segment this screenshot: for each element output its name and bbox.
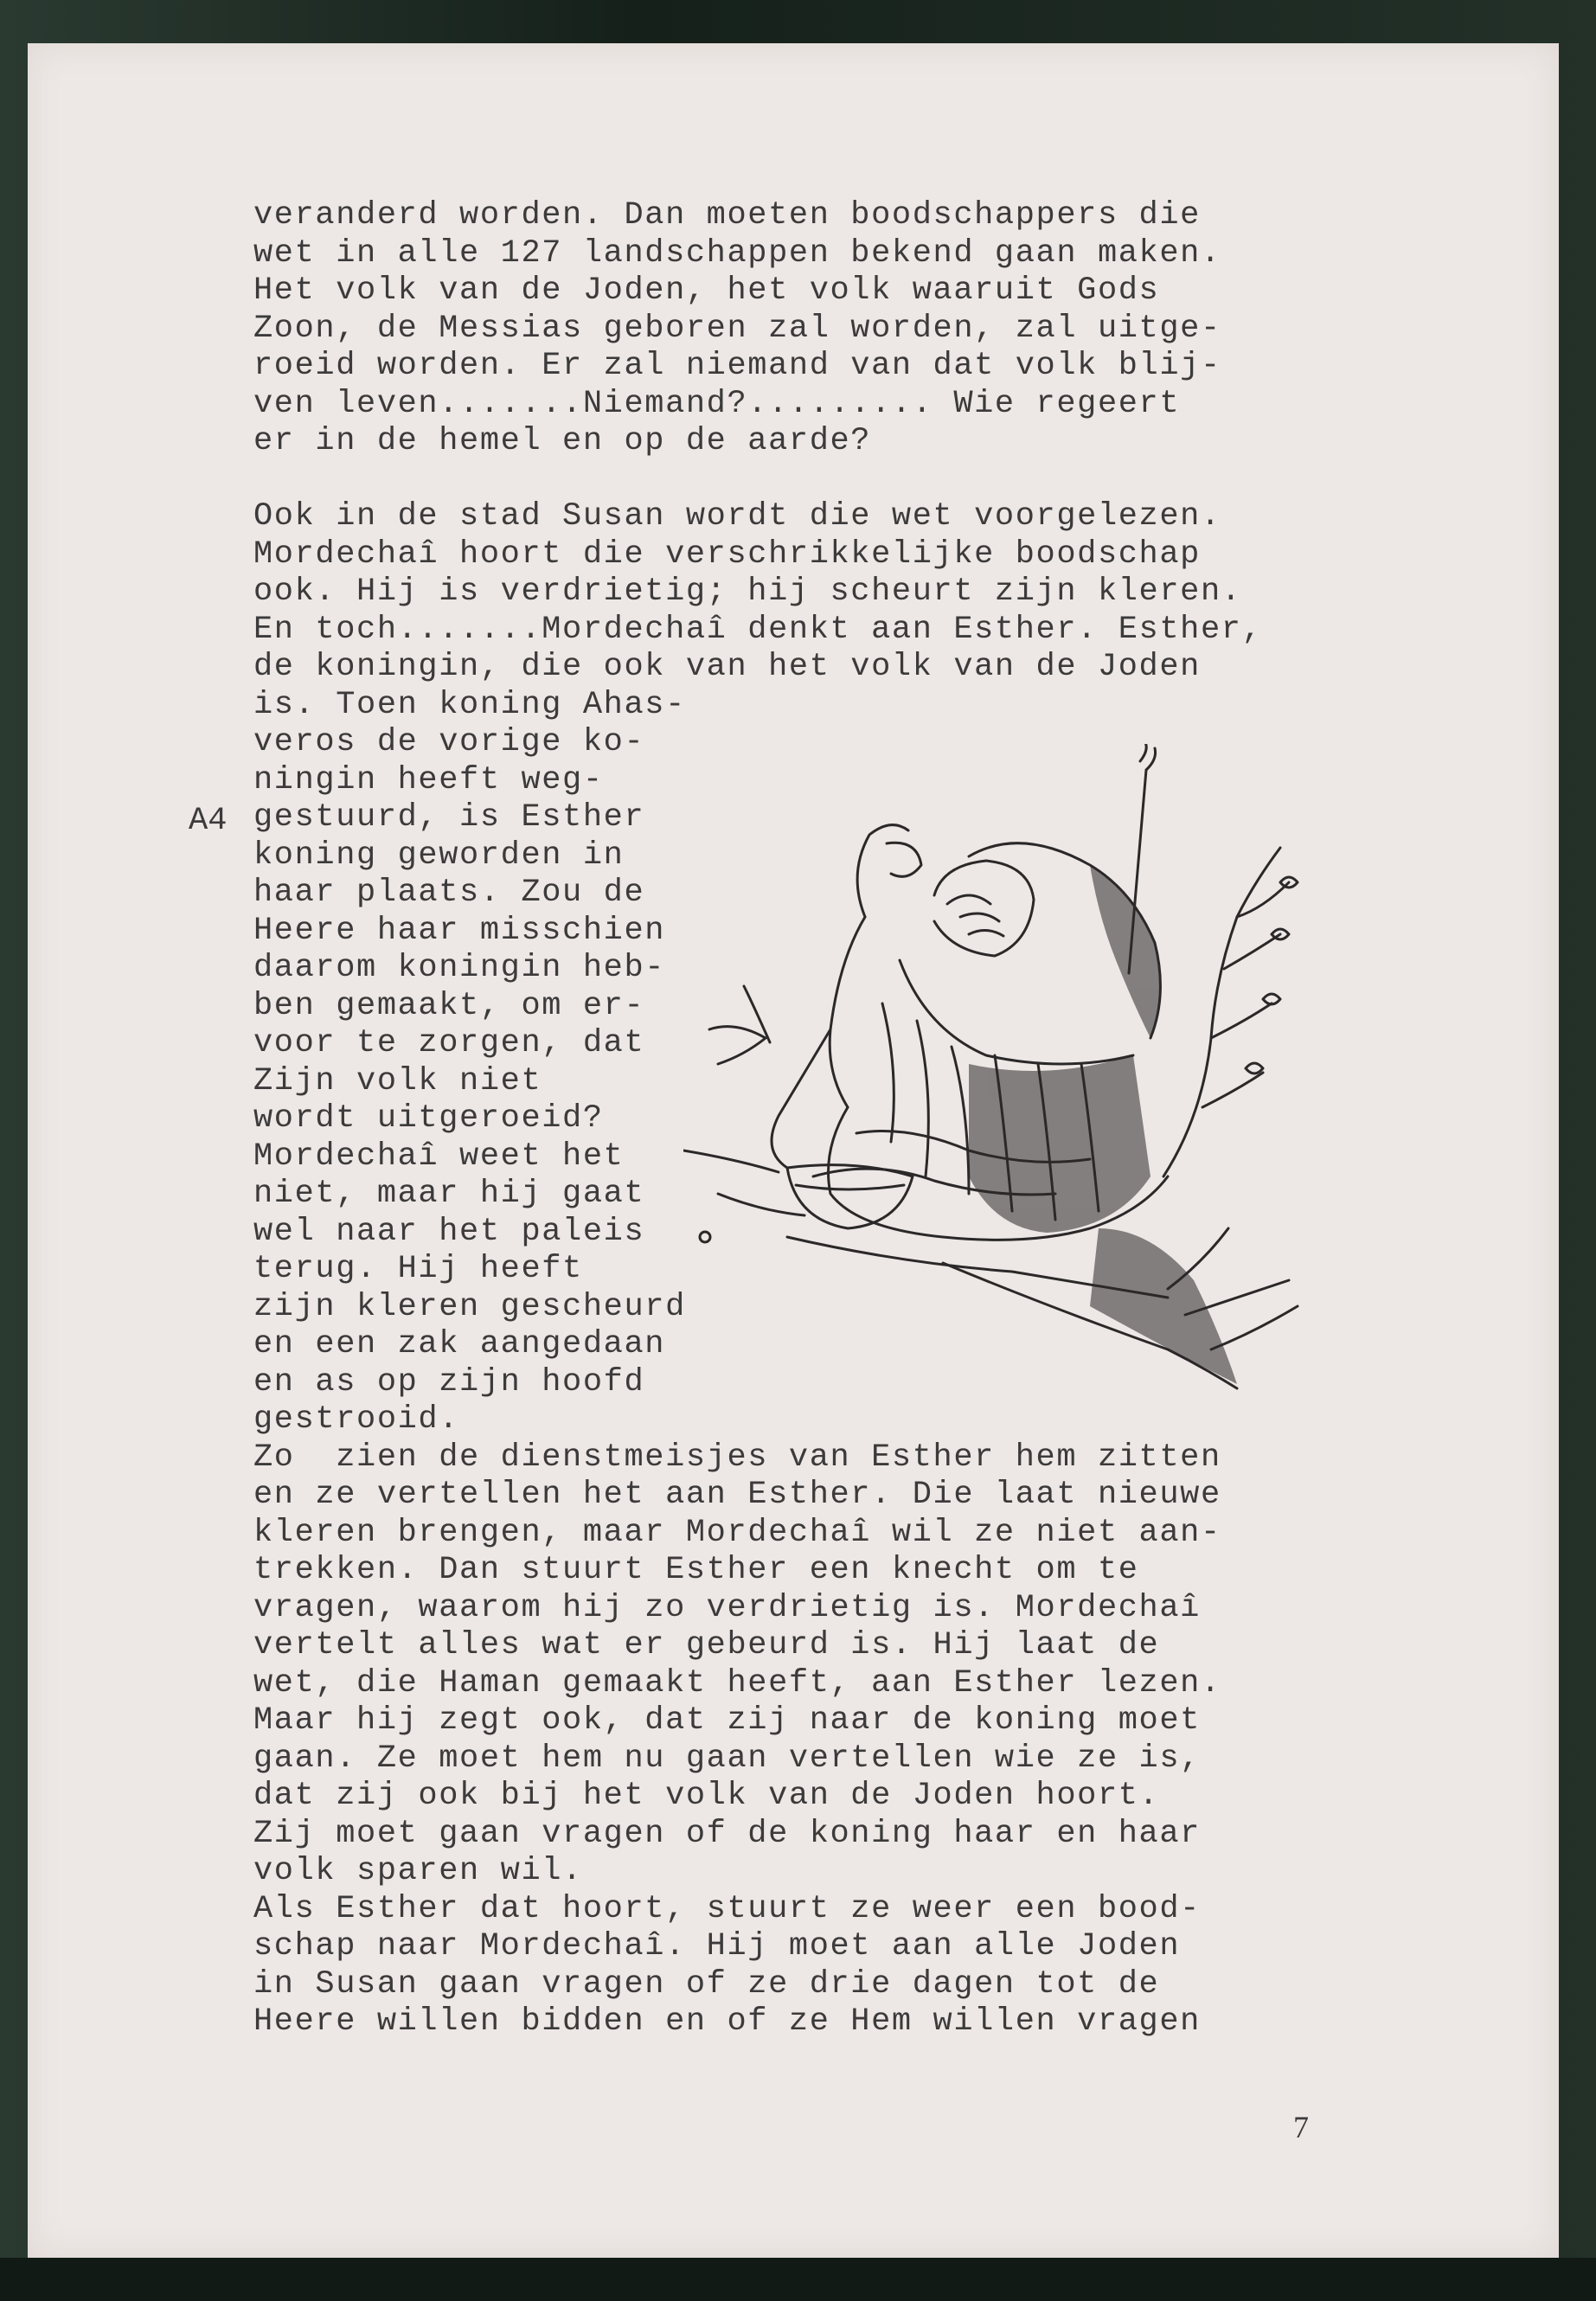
text-line: vragen, waarom hij zo verdrietig is. Mordechaî xyxy=(253,1590,1201,1626)
text-line: niet, maar hij gaat xyxy=(253,1176,645,1212)
text-line: Mordechaî weet het xyxy=(253,1138,625,1175)
text-line: Zoon, de Messias geboren zal worden, zal uitge- xyxy=(253,311,1221,347)
mordecai-mourning-sketch xyxy=(683,744,1324,1393)
text-line: terug. Hij heeft xyxy=(253,1251,583,1287)
text-line: haar plaats. Zou de xyxy=(253,875,645,911)
text-line: wordt uitgeroeid? xyxy=(253,1100,604,1137)
text-line: ningin heeft weg- xyxy=(253,762,604,798)
text-line: koning geworden in xyxy=(253,837,625,874)
text-line: Het volk van de Joden, het volk waaruit Gods xyxy=(253,272,1160,309)
text-line: veros de vorige ko- xyxy=(253,724,645,760)
text-line: Ook in de stad Susan wordt die wet voorgelezen. xyxy=(253,498,1221,535)
text-line: Heere willen bidden en of ze Hem willen vragen xyxy=(253,2003,1201,2040)
text-line: in Susan gaan vragen of ze drie dagen tot de xyxy=(253,1966,1160,2003)
page-number: 7 xyxy=(1293,2110,1309,2144)
text-line: Zo zien de dienstmeisjes van Esther hem zitten xyxy=(253,1439,1221,1476)
text-line: daarom koningin heb- xyxy=(253,950,666,986)
text-line: veranderd worden. Dan moeten boodschappers die xyxy=(253,197,1201,234)
text-line: En toch.......Mordechaî denkt aan Esther. Esther, xyxy=(253,612,1263,648)
text-line: volk sparen wil. xyxy=(253,1853,583,1889)
text-line: gestuurd, is Esther xyxy=(253,799,645,836)
text-line: voor te zorgen, dat xyxy=(253,1025,645,1061)
text-line: schap naar Mordechaî. Hij moet aan alle Joden xyxy=(253,1928,1181,1965)
text-line: Heere haar misschien xyxy=(253,913,666,949)
text-line: wet in alle 127 landschappen bekend gaan maken. xyxy=(253,235,1221,272)
text-line: Mordechaî hoort die verschrikkelijke boodschap xyxy=(253,536,1201,573)
text-line: Zijn volk niet xyxy=(253,1063,542,1099)
margin-label: A4 xyxy=(189,803,228,839)
text-line: kleren brengen, maar Mordechaî wil ze niet aan- xyxy=(253,1515,1221,1551)
text-line: wel naar het paleis xyxy=(253,1214,645,1250)
text-line: en as op zijn hoofd xyxy=(253,1364,645,1400)
text-line: gestrooid. xyxy=(253,1401,460,1438)
text-line: trekken. Dan stuurt Esther een knecht om te xyxy=(253,1552,1139,1588)
text-line: gaan. Ze moet hem nu gaan vertellen wie ze is, xyxy=(253,1740,1201,1777)
text-line: Maar hij zegt ook, dat zij naar de koning moet xyxy=(253,1702,1201,1739)
text-line: ven leven.......Niemand?......... Wie regeert xyxy=(253,386,1181,422)
text-line: is. Toen koning Ahas- xyxy=(253,687,686,723)
text-line: zijn kleren gescheurd xyxy=(253,1289,686,1325)
text-line: roeid worden. Er zal niemand van dat volk blij- xyxy=(253,348,1221,384)
text-line: vertelt alles wat er gebeurd is. Hij laat de xyxy=(253,1627,1160,1663)
text-line: en een zak aangedaan xyxy=(253,1326,666,1362)
text-line: de koningin, die ook van het volk van de Joden xyxy=(253,649,1201,685)
text-line: Als Esther dat hoort, stuurt ze weer een bood- xyxy=(253,1891,1201,1927)
text-line: dat zij ook bij het volk van de Joden hoort. xyxy=(253,1778,1160,1814)
text-line: Zij moet gaan vragen of de koning haar en haar xyxy=(253,1816,1201,1852)
book-binding-edge xyxy=(0,2258,1596,2301)
text-line: ben gemaakt, om er- xyxy=(253,988,645,1024)
text-line: ook. Hij is verdrietig; hij scheurt zijn kleren. xyxy=(253,574,1242,610)
text-line: wet, die Haman gemaakt heeft, aan Esther lezen. xyxy=(253,1665,1221,1702)
text-line: er in de hemel en op de aarde? xyxy=(253,423,872,459)
text-line: en ze vertellen het aan Esther. Die laat nieuwe xyxy=(253,1477,1221,1513)
